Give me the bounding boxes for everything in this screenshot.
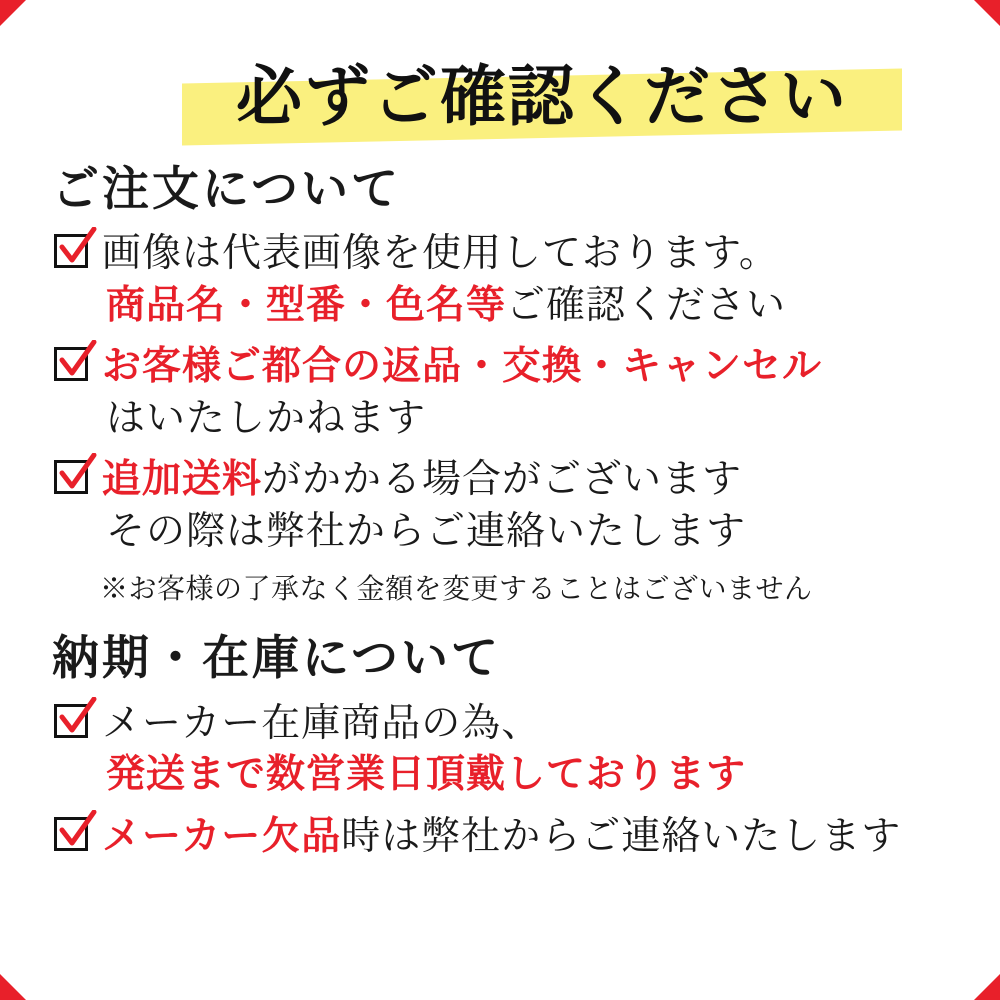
item-line-1-emphasis: メーカー欠品 [102, 814, 342, 858]
item-line-2-rest: ご確認ください [506, 283, 787, 327]
checkmark-icon [54, 817, 94, 857]
list-item [54, 811, 958, 862]
item-line-1: メーカー在庫商品の為、 [102, 701, 542, 745]
checkmark-icon [54, 347, 94, 387]
item-line-1: 画像は代表画像を使用しております。 [102, 232, 779, 276]
list-item [54, 698, 958, 801]
checkmark-icon [54, 234, 94, 274]
item-line-1-rest: がかかる場合がございます [262, 458, 743, 502]
list-item [54, 341, 958, 444]
item-line-1: お客様ご都合の返品・交換・キャンセル [102, 345, 823, 389]
page-title-text: 必ずご確認ください [236, 61, 848, 134]
item-line-2 [106, 280, 958, 331]
item-line-1 [102, 811, 958, 862]
section-heading-delivery: 納期・在庫について [52, 633, 502, 686]
item-line-2-emphasis: 商品名・型番・色名等 [106, 283, 507, 327]
section-heading-order: ご注文について [52, 164, 402, 216]
item-line-1-emphasis: 追加送料 [102, 458, 263, 502]
item-line-2: その際は弊社からご連絡いたします [106, 509, 747, 553]
item-line-1 [102, 454, 958, 505]
list-item [54, 228, 958, 331]
item-line-2: 発送まで数営業日頂戴しております [106, 753, 747, 797]
list-item [54, 454, 958, 557]
item-line-1-rest: 時は弊社からご連絡いたします [341, 814, 902, 858]
checkmark-icon [54, 704, 94, 744]
item-note: ※お客様の了承なく金額を変更することはございません [100, 574, 813, 606]
item-line-2: はいたしかねます [106, 396, 427, 440]
checkmark-icon [54, 460, 94, 500]
page-title [42, 48, 958, 148]
